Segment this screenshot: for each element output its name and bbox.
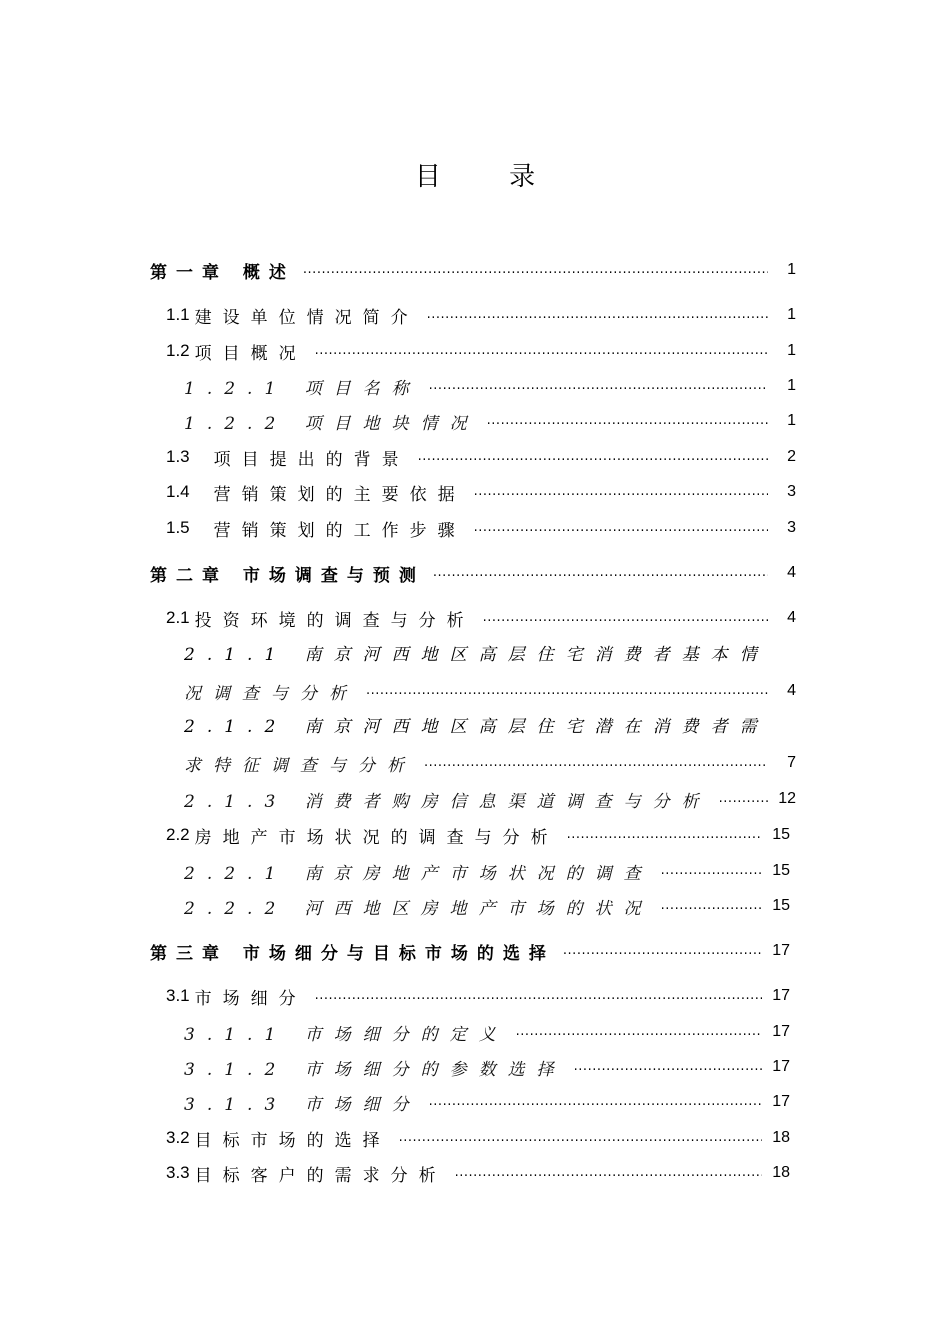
dot-leader <box>427 300 768 330</box>
toc-entry-text: 2.1.3 消费者购房信息渠道调查与分析 <box>184 791 711 812</box>
toc-page-number: 18 <box>772 1129 790 1146</box>
toc-subsection-2-1-2-line1[interactable]: 2.1.2 南京河西地区高层住宅潜在消费者需 <box>184 717 769 737</box>
toc-section-1-2[interactable] <box>166 336 796 366</box>
toc-entry-text: 目标市场的选择 <box>194 1130 391 1151</box>
toc-page-number: 1 <box>787 377 796 394</box>
toc-subsection-2-1-3[interactable] <box>184 784 796 814</box>
toc-entry-text: 投资环境的调查与分析 <box>194 610 475 631</box>
dot-leader <box>429 371 768 401</box>
toc-section-number: 1.5 <box>166 518 190 537</box>
dot-leader <box>516 1017 762 1047</box>
dot-leader <box>433 558 768 588</box>
dot-leader <box>563 936 762 966</box>
toc-page-number: 15 <box>772 897 790 914</box>
toc-page-number: 3 <box>787 483 796 500</box>
toc-page-number: 17 <box>772 1093 790 1110</box>
toc-page-number: 17 <box>772 1058 790 1075</box>
toc-page-number: 2 <box>787 448 796 465</box>
toc-section-1-3[interactable] <box>166 442 796 472</box>
dot-leader <box>574 1052 762 1082</box>
toc-subsection-2-1-1-line1[interactable]: 2.1.1 南京河西地区高层住宅消费者基本情 <box>184 645 769 665</box>
toc-section-number: 3.1 <box>166 986 190 1005</box>
toc-subsection-2-2-2[interactable] <box>184 891 790 921</box>
toc-entry-text: 3.1.1 市场细分的定义 <box>184 1024 508 1045</box>
toc-section-number: 3.3 <box>166 1163 190 1182</box>
toc-section-number: 1.1 <box>166 305 190 324</box>
toc-section-1-1[interactable] <box>166 300 796 330</box>
toc-page-number: 4 <box>787 682 796 699</box>
toc-section-2-2[interactable] <box>166 820 790 850</box>
toc-page-number: 3 <box>787 519 796 536</box>
toc-subsection-3-1-2[interactable] <box>184 1052 790 1082</box>
toc-chapter-2[interactable] <box>150 558 796 588</box>
toc-entry-text: 项目概况 <box>194 343 307 364</box>
toc-entry-text: 3.1.3 市场细分 <box>184 1094 421 1115</box>
toc-chapter-1[interactable] <box>150 255 796 285</box>
toc-page-number: 17 <box>772 987 790 1004</box>
toc-entry-text: 建设单位情况简介 <box>194 307 419 328</box>
dot-leader <box>661 891 762 921</box>
toc-entry-text: 求特征调查与分析 <box>184 755 416 776</box>
dot-leader <box>424 748 768 778</box>
toc-entry-text: 房地产市场状况的调查与分析 <box>194 827 559 848</box>
toc-page-number: 15 <box>772 826 790 843</box>
toc-chapter-3[interactable] <box>150 936 790 966</box>
dot-leader <box>315 981 762 1011</box>
toc-subsection-2-2-1[interactable] <box>184 856 790 886</box>
toc-section-1-5[interactable] <box>166 513 796 543</box>
toc-entry-text: 第一章 概述 <box>150 262 295 283</box>
toc-entry-text: 项目提出的背景 <box>213 449 410 470</box>
toc-page-number: 1 <box>787 261 796 278</box>
toc-subsection-3-1-3[interactable] <box>184 1087 790 1117</box>
toc-entry-text: 营销策划的工作步骤 <box>213 520 466 541</box>
toc-page-number: 7 <box>787 754 796 771</box>
toc-subsection-2-1-2[interactable] <box>184 748 796 778</box>
toc-page-number: 1 <box>787 412 796 429</box>
toc-page-number: 1 <box>787 306 796 323</box>
toc-entry-text: 第三章 市场细分与目标市场的选择 <box>150 943 555 964</box>
toc-subsection-3-1-1[interactable] <box>184 1017 790 1047</box>
toc-entry-text: 2.2.2 河西地区房地产市场的状况 <box>184 898 653 919</box>
toc-subsection-1-2-2[interactable] <box>184 406 796 436</box>
toc-section-3-2[interactable] <box>166 1123 790 1153</box>
page-title: 目 录 <box>414 162 566 192</box>
toc-section-number: 1.2 <box>166 341 190 360</box>
toc-page-number: 12 <box>778 790 796 807</box>
toc-section-number: 1.4 <box>166 482 190 501</box>
toc-section-2-1[interactable] <box>166 603 796 633</box>
toc-section-3-1[interactable] <box>166 981 790 1011</box>
toc-section-number: 1.3 <box>166 447 190 466</box>
toc-section-number: 3.2 <box>166 1128 190 1147</box>
dot-leader <box>567 820 762 850</box>
dot-leader <box>366 676 768 706</box>
toc-entry-text: 目标客户的需求分析 <box>194 1165 447 1186</box>
toc-page-number: 4 <box>787 564 796 581</box>
toc-section-3-3[interactable] <box>166 1158 790 1188</box>
toc-entry-text: 1.2.1 项目名称 <box>184 378 421 399</box>
toc-page-number: 17 <box>772 942 790 959</box>
toc-entry-text: 营销策划的主要依据 <box>213 484 466 505</box>
toc-page-number: 1 <box>787 342 796 359</box>
dot-leader <box>418 442 768 472</box>
toc-entry-text: 市场细分 <box>194 988 307 1009</box>
dot-leader <box>429 1087 762 1117</box>
toc-entry-text: 2.2.1 南京房地产市场状况的调查 <box>184 863 653 884</box>
dot-leader <box>719 784 768 814</box>
dot-leader <box>474 477 768 507</box>
toc-subsection-2-1-1[interactable] <box>184 676 796 706</box>
toc-entry-text: 第二章 市场调查与预测 <box>150 565 425 586</box>
dot-leader <box>455 1158 762 1188</box>
toc-entry-text: 1.2.2 项目地块情况 <box>184 413 479 434</box>
toc-page-number: 15 <box>772 862 790 879</box>
toc-section-1-4[interactable] <box>166 477 796 507</box>
toc-entry-text: 3.1.2 市场细分的参数选择 <box>184 1059 566 1080</box>
toc-entry-text: 况调查与分析 <box>184 683 358 704</box>
toc-page-number: 18 <box>772 1164 790 1181</box>
toc-section-number: 2.1 <box>166 608 190 627</box>
dot-leader <box>487 406 768 436</box>
toc-subsection-1-2-1[interactable] <box>184 371 796 401</box>
toc-page-number: 4 <box>787 609 796 626</box>
dot-leader <box>399 1123 762 1153</box>
dot-leader <box>474 513 768 543</box>
dot-leader <box>483 603 768 633</box>
dot-leader <box>661 856 762 886</box>
dot-leader <box>303 255 768 285</box>
dot-leader <box>315 336 768 366</box>
toc-section-number: 2.2 <box>166 825 190 844</box>
toc-page-number: 17 <box>772 1023 790 1040</box>
